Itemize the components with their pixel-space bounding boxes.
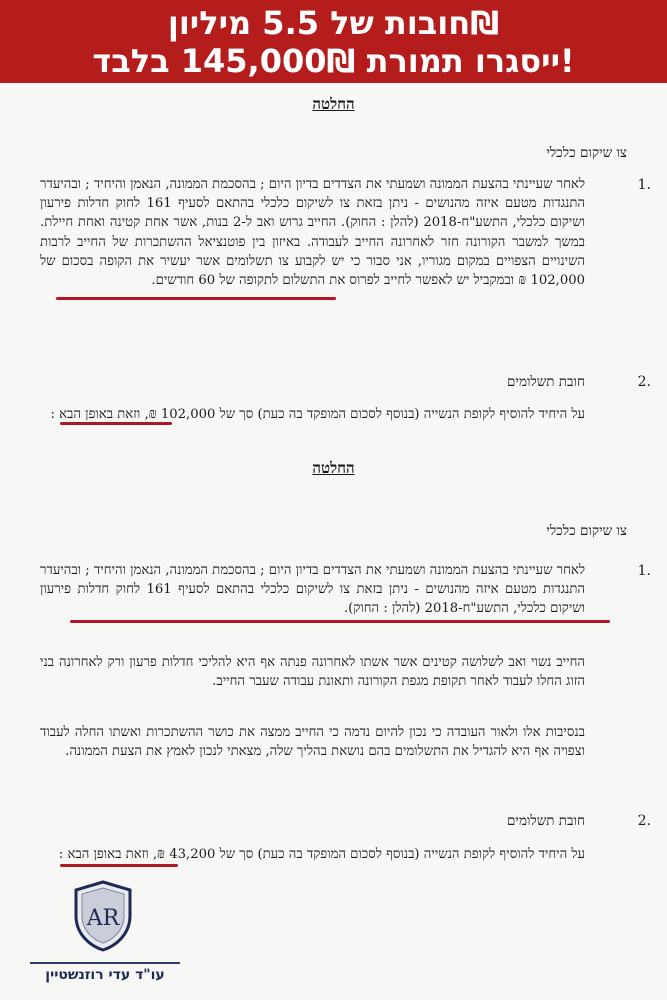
decision-2-item-2-number: 2. — [637, 813, 651, 829]
decision-2-item-1-text: לאחר שעיינתי בהצעת הממונה ושמעתי את הצדדים בדיון היום ; בהסכמת הממונה, הנאמן והיחיד ; ובהיעדר התנגדות מטעם איזה מהנושים - ניתן בזאת צו לשיקום כלכלי בהתאם לסעיף 161 לחוק חדלות פירעון ושיקום כלכלי, התשע"ח-2018 (להלן : החוק). — [40, 563, 585, 617]
red-underline-rehabilitation-order — [70, 620, 610, 623]
decision-1-item-2-text: על היחיד להוסיף לקופת הנשייה (בנוסף לסכום המופקד בה כעת) סך של 102,000 ₪, וזאת באופן הבא : — [50, 407, 585, 422]
red-underline-amount-102000 — [60, 422, 172, 425]
headline-line-1: חובות של 5.5 מיליון₪ — [167, 4, 500, 42]
decision-1-section-title: צו שיקום כלכלי — [546, 145, 627, 161]
court-document-scan — [0, 83, 667, 1000]
law-firm-name: עו"ד עדי רוזנשטיין — [30, 962, 180, 983]
decision-1-item-1-text: לאחר שעיינתי בהצעת הממונה ושמעתי את הצדדים בדיון היום ; בהסכמת הממונה, הנאמן והיחיד ; ובהיעדר התנגדות מטעם איזה מהנושים - ניתן בזאת צו לשיקום כלכלי בהתאם לסעיף 161 לחוק חדלות פירעון ושיקום כלכלי, התשע"ח-2018 (להלן : החוק). החייב גרוש ואב ל-2 בנות, אשר אחת קטינה ואחת חיילת. במשך למשבר הקורונה חזר לאחרונה החייב לעבודה. באיזון בין פוטנציאל ההשתכרות של החייב לרבות השינויים הצפויים במקום מגוריו, אני סבור כי יש לקבוע צו תשלומים אשר יעשיר את הקופה בסכום של 102,000 ₪ ובמקביל יש לאפשר לחייב לפרוס את התשלום לתקופה של 60 חודשים. — [40, 177, 585, 289]
decision-1-item-2-title: חובת תשלומים — [506, 374, 585, 390]
decision-2-item-2-text: על היחיד להוסיף לקופת הנשייה (בנוסף לסכום המופקד בה כעת) סך של 43,200 ₪, וזאת באופן הבא : — [58, 847, 585, 862]
decision-2-section-title: צו שיקום כלכלי — [546, 523, 627, 539]
decision-1-item-2-number: 2. — [637, 374, 651, 390]
decision-2-item-1-number: 1. — [637, 563, 651, 579]
red-underline-payment-order — [56, 297, 336, 300]
decision-1-heading: החלטה — [312, 95, 355, 113]
logo-letters: AR — [86, 906, 120, 931]
headline-line-2: ייסגרו תמורת 145,000₪ בלבד! — [92, 42, 575, 80]
decision-2-paragraph-2: החייב נשוי ואב לשלושה קטינים אשר אשתו לאחרונה פנתה אף היא להליכי חדלות פרעון ורק לאחרונה בני הזוג החלו לעבוד לאחר תקופת מגפת הקורונה ותאונת עבודה שעבר החייב. — [40, 655, 585, 690]
decision-2-heading: החלטה — [312, 459, 355, 477]
law-firm-shield-logo — [72, 880, 134, 952]
decision-2-item-2-title: חובת תשלומים — [506, 813, 585, 829]
decision-2-paragraph-3: בנסיבות אלו ולאור העובדה כי נכון להיום נדמה כי החייב ממצה את כושר ההשתכרות ואשתו החלה לעבוד וצפויה אף היא להגדיל את התשלומים בהם נושאת בהליך שלה, מצאתי לנכון לאמץ את הצעת הממונה. — [40, 725, 585, 760]
decision-1-item-1-number: 1. — [637, 177, 651, 193]
headline-banner — [0, 0, 667, 83]
red-underline-amount-43200 — [60, 864, 178, 867]
